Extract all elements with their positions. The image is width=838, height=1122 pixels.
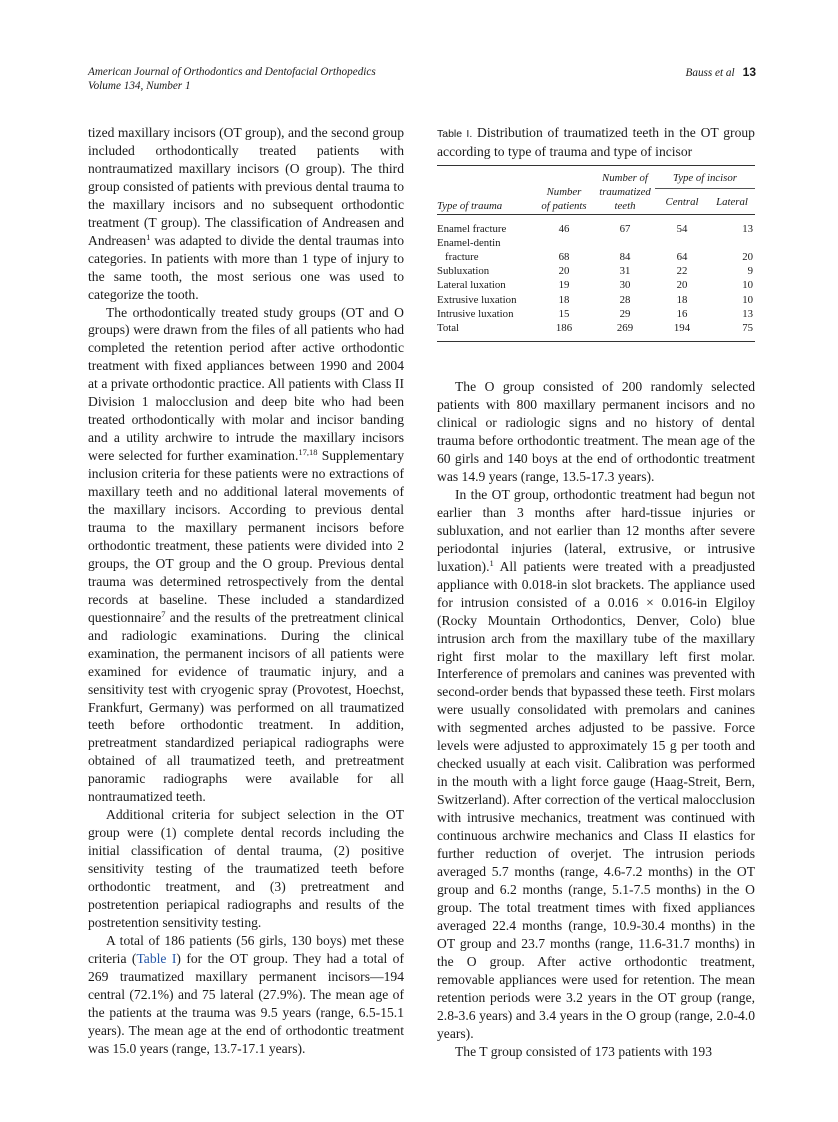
cell-teeth: 84 — [619, 251, 631, 264]
header-central: Central — [665, 196, 699, 209]
cell-type: Lateral luxation — [437, 279, 506, 292]
text: All patients were treated with a preadjusted appliance with 0.018-in slot brackets. The appliance used for intrusion consisted of a 0.016 × 0.016-in Elgiloy (Rocky Mountain Orthodontics, Denver, Colo) blue intrusion arch from the maxillary tube of the maxillary right first molar to the maxillary left first molar. Interference of premolars and canines was prevented with second-order bends that bypassed these teeth. First molars were usually consolidated with premolars and canines with segmented arches adjusted to be passive. Force levels were adjusted to approximately 15 g per tooth and checked usually at each visit. Calibration was performed in the mouth with a light force gauge (Haag-Streit, Bern, Switzerland). After correction of the vertical malocclusion with intrusive mechanics, treatment was continued with continuous archwire mechanics and Class II elastics for further reduction of overjet. The intrusion periods averaged 5.7 months (range, 4.6-7.2 months) in the OT group and 6.2 months (range, 5.1-7.5 months) in the O group. The total treatment times with fixed appliances averaged 22.4 months (range, 10.9-30.4 months) in the OT group and 23.7 months (range, 11.6-31.7 months) in the O group. After active orthodontic treatment, removable appliances were used for retention. The mean retention periods were 3.2 years in the OT group (range, 2.8-3.6 years) and 3.4 years in the O group (range, 2.0-4.0 years). — [437, 558, 755, 1041]
citation[interactable]: 1 — [146, 231, 151, 242]
cell-central: 16 — [676, 307, 688, 320]
cell-teeth: 269 — [616, 322, 634, 335]
cell-central: 54 — [676, 222, 688, 235]
paragraph: Additional criteria for subject selection in the OT group were (1) complete dental records including the initial classification of dental trauma, (2) positive sensitivity testing of the traumatized teeth before orthodontic treatment, and (3) pretreatment and postretention periapical radiographs and results of the postretention sensitivity testing. — [88, 807, 404, 930]
cell-lateral: 10 — [742, 293, 753, 306]
header-lateral: Lateral — [716, 196, 748, 209]
cell-central: 18 — [676, 293, 688, 306]
table-row-total — [437, 321, 755, 342]
table-row — [437, 307, 755, 321]
paragraph — [88, 932, 404, 1058]
table-row — [437, 236, 755, 250]
cell-type-continued: fracture — [445, 251, 479, 264]
cell-type: Enamel-dentin — [437, 236, 501, 249]
table-link[interactable]: Table I — [136, 950, 177, 966]
right-column — [437, 124, 755, 1060]
citation[interactable]: 1 — [489, 557, 494, 568]
header-text: teeth — [614, 200, 636, 213]
page-number: 13 — [742, 65, 756, 79]
left-column — [88, 124, 404, 1058]
cell-type: Subluxation — [437, 265, 490, 278]
cell-patients: 18 — [558, 293, 570, 306]
cell-lateral: 13 — [742, 307, 753, 320]
table-caption — [437, 124, 755, 166]
cell-lateral: 9 — [747, 265, 753, 278]
cell-central: 194 — [673, 322, 691, 335]
text: The orthodontically treated study groups (OT and O groups) were drawn from the files of all patients who had completed the retention period after active orthodontic treatment with fixed appliances between 1990 and 2004 at a private orthodontic practice. All patients with Class II Division 1 malocclusion and deep bite who had been treated orthodontically with molar and incisor banding and a utility archwire to intrude the maxillary incisors were selected for further examination. — [88, 304, 404, 464]
running-head — [88, 66, 756, 93]
cell-patients: 19 — [558, 279, 570, 292]
cell-central: 64 — [676, 251, 688, 264]
citation[interactable]: 7 — [161, 608, 166, 619]
cell-teeth: 29 — [619, 307, 631, 320]
cell-empty — [655, 236, 709, 250]
table-row — [437, 264, 755, 278]
authors: Bauss et al — [685, 67, 735, 79]
header-text: Number — [546, 186, 582, 199]
table-row — [437, 214, 755, 236]
journal-title: American Journal of Orthodontics and Dentofacial Orthopedics — [88, 66, 376, 78]
table-label: Table I. — [437, 128, 473, 140]
cell-empty — [533, 236, 595, 250]
cell-type: Enamel fracture — [437, 222, 507, 235]
header-text: Number of — [602, 172, 648, 184]
cell-teeth: 67 — [619, 222, 631, 235]
cell-type: Total — [437, 322, 460, 335]
cell-teeth: 31 — [619, 265, 631, 278]
header-type-of-trauma: Type of trauma — [437, 200, 503, 213]
journal-volume: Volume 134, Number 1 — [88, 79, 191, 92]
table-1 — [437, 124, 755, 342]
cell-patients: 15 — [558, 307, 570, 320]
header-text: of patients — [541, 200, 587, 213]
cell-teeth: 28 — [619, 293, 631, 306]
paragraph: The O group consisted of 200 randomly selected patients with 800 maxillary permanent incisors and no clinical or radiologic signs and no history of dental trauma before orthodontic treatment. The mean age of the 60 girls and 140 boys at the end of orthodontic treatment was 14.9 years (range, 13.5-17.3 years). — [437, 379, 755, 484]
text: A total of 186 patients (56 girls, 130 boys) met these criteria ( — [88, 932, 404, 966]
text: and the results of the pretreatment clinical and radiologic examinations. During the clinical examination, the permanent incisors of all patients were examined for evidence of traumatic injury, and a sensitivity test with cryogenic spray (Provotest, Hoechst, Frankfurt, Germany) was performed on all traumatized teeth before orthodontic treatment. In addition, pretreatment standardized periapical radiographs were obtained of all traumatized teeth, and pretreatment panoramic radiographs were available for all nontraumatized teeth. — [88, 609, 404, 805]
cell-type: Intrusive luxation — [437, 307, 514, 320]
cell-central: 20 — [676, 279, 688, 292]
cell-teeth: 30 — [619, 279, 631, 292]
paragraph — [88, 304, 404, 807]
cell-empty — [709, 236, 755, 250]
citation[interactable]: 17,18 — [298, 447, 318, 458]
cell-type: Extrusive luxation — [437, 293, 517, 306]
cell-lateral: 75 — [742, 322, 753, 335]
cell-lateral: 20 — [742, 251, 753, 264]
cell-empty — [595, 236, 655, 250]
header-number-of-teeth — [595, 166, 655, 214]
cell-central: 22 — [676, 265, 688, 278]
text: tized maxillary incisors (OT group), and the second group included orthodontically treated patients with nontraumatized maxillary incisors (O group). The third group consisted of patients with previous dental trauma to the maxillary incisors and no subsequent orthodontic treatment (T group). The classification of Andreasen and Andreasen — [88, 125, 404, 248]
cell-patients: 20 — [558, 265, 570, 278]
paragraph — [88, 124, 404, 304]
paragraph: The T group consisted of 173 patients with 193 — [455, 1043, 712, 1059]
table-row — [437, 250, 755, 264]
text: ) for the OT group. They had a total of 269 traumatized maxillary permanent incisors—194 central (72.1%) and 75 lateral (27.9%). The mean age of the patients at the trauma was 9.5 years (range, 6.5-15.1 years). The mean age at the end of orthodontic treatment was 15.0 years (range, 13.7-17.1 years). — [88, 950, 404, 1056]
trauma-distribution-table — [437, 166, 755, 342]
text: In the OT group, orthodontic treatment had begun not earlier than 3 months after hard-tissue injuries or subluxation, and not earlier than 12 months after severe periodontal injuries (lateral, extrusive, or intrusive luxation). — [437, 486, 755, 574]
cell-patients: 46 — [558, 222, 570, 235]
header-text: traumatized — [599, 186, 651, 199]
cell-patients: 186 — [555, 322, 573, 335]
header-type-of-incisor: Type of incisor — [655, 166, 755, 189]
paragraph — [437, 486, 755, 1043]
caption-text: Distribution of traumatized teeth in the OT group according to type of trauma and type of incisor — [437, 125, 755, 159]
cell-patients: 68 — [558, 251, 570, 264]
cell-lateral: 10 — [742, 279, 753, 292]
cell-lateral: 13 — [742, 222, 753, 235]
text: was adapted to divide the dental traumas into categories. In patients with more than 1 type of injury to the same tooth, the most serious one was used to categorize the tooth. — [88, 232, 404, 302]
table-row — [437, 293, 755, 307]
text: Supplementary inclusion criteria for these patients were no extractions of maxillary teeth and no additional lateral movements of the maxillary incisors. According to previous dental trauma to the maxillary permanent incisors before orthodontic treatment, these patients were divided into 2 groups, the OT group and the O group. Previous dental trauma was determined retrospectively from the dental records at baseline. These included a standardized questionnaire — [88, 448, 404, 625]
running-head-right — [686, 66, 756, 81]
table-row — [437, 278, 755, 292]
header-number-of-patients — [533, 166, 595, 214]
